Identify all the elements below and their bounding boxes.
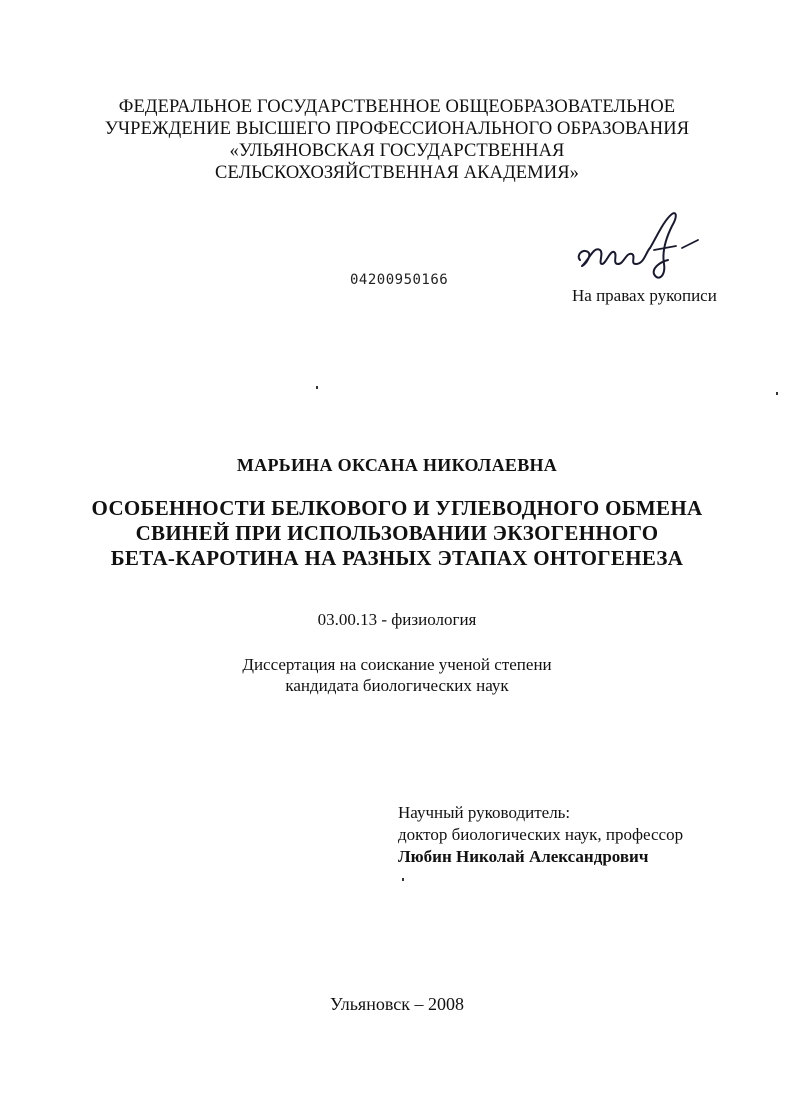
degree-line: Диссертация на соискание ученой степени	[242, 655, 552, 674]
signature-icon	[572, 208, 702, 284]
thesis-title-line: СВИНЕЙ ПРИ ИСПОЛЬЗОВАНИИ ЭКЗОГЕННОГО	[135, 521, 659, 545]
advisor-name: Любин Николай Александрович	[398, 847, 649, 866]
specialty-code: 03.00.13 - физиология	[317, 610, 477, 629]
institution-line: ФЕДЕРАЛЬНОЕ ГОСУДАРСТВЕННОЕ ОБЩЕОБРАЗОВАТЕЛЬНОЕ	[118, 97, 676, 117]
author-name: МАРЬИНА ОКСАНА НИКОЛАЕВНА	[236, 455, 558, 475]
scan-speck	[316, 386, 318, 389]
advisor-credentials: доктор биологических наук, профессор	[398, 825, 684, 844]
scan-speck	[402, 878, 404, 881]
catalog-number: 04200950166	[350, 272, 449, 288]
thesis-title-line: БЕТА-КАРОТИНА НА РАЗНЫХ ЭТАПАХ ОНТОГЕНЕЗА	[110, 546, 684, 570]
manuscript-rights: На правах рукописи	[572, 286, 717, 305]
degree-statement	[0, 654, 794, 696]
institution-header	[0, 96, 794, 184]
thesis-title	[0, 496, 794, 571]
scan-speck	[776, 392, 778, 395]
city-year: Ульяновск – 2008	[330, 994, 464, 1014]
institution-line: СЕЛЬСКОХОЗЯЙСТВЕННАЯ АКАДЕМИЯ»	[215, 163, 579, 183]
institution-line: УЧРЕЖДЕНИЕ ВЫСШЕГО ПРОФЕССИОНАЛЬНОГО ОБРАЗОВАНИЯ	[104, 119, 690, 139]
scientific-advisor	[398, 802, 683, 868]
advisor-label: Научный руководитель:	[398, 803, 571, 822]
institution-line: «УЛЬЯНОВСКАЯ ГОСУДАРСТВЕННАЯ	[229, 141, 565, 161]
thesis-title-line: ОСОБЕННОСТИ БЕЛКОВОГО И УГЛЕВОДНОГО ОБМЕНА	[91, 496, 703, 520]
degree-line: кандидата биологических наук	[285, 676, 509, 695]
